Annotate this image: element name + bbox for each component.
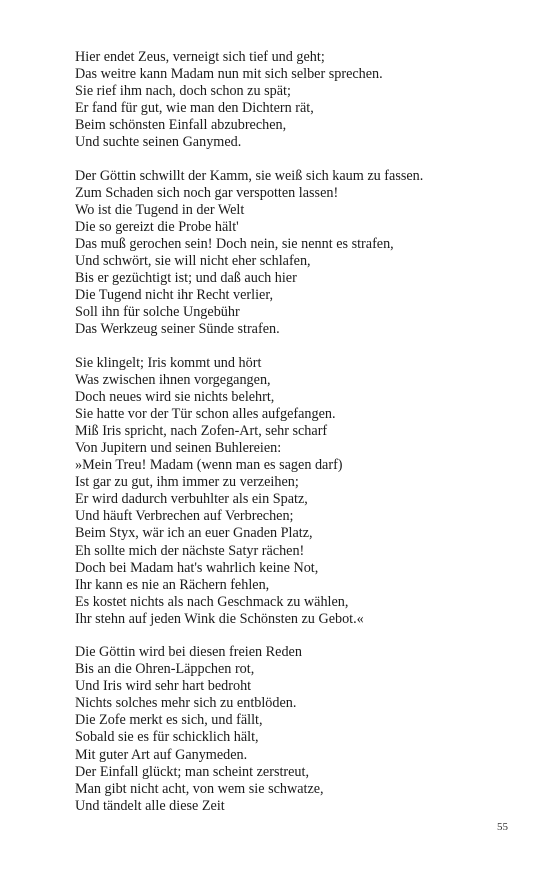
verse-line: Bis an die Ohren-Läppchen rot, <box>75 661 255 678</box>
verse-line: Die Zofe merkt es sich, und fällt, <box>75 712 263 729</box>
verse-line: Bis er gezüchtigt ist; und daß auch hier <box>75 270 297 287</box>
verse-line: Doch bei Madam hat's wahrlich keine Not, <box>75 559 319 576</box>
verse-line: Hier endet Zeus, verneigt sich tief und geht; <box>75 49 325 65</box>
stanza <box>75 355 525 629</box>
stanza <box>75 49 525 152</box>
verse-line: Eh sollte mich der nächste Satyr rächen! <box>75 542 305 559</box>
verse-line: Und häuft Verbrechen auf Verbrechen; <box>75 508 294 525</box>
verse-line: Beim schönsten Einfall abzubrechen, <box>75 117 287 134</box>
verse-line: Der Göttin schwillt der Kamm, sie weiß sich kaum zu fassen. <box>75 167 424 184</box>
verse-line: Miß Iris spricht, nach Zofen-Art, sehr scharf <box>75 422 328 439</box>
verse-line: Die so gereizt die Probe hält' <box>75 218 239 235</box>
verse-line: Ihr stehn auf jeden Wink die Schönsten zu Gebot.« <box>75 610 364 627</box>
verse-line: Die Tugend nicht ihr Recht verlier, <box>75 287 274 304</box>
verse-line: Er wird dadurch verbuhlter als ein Spatz, <box>75 491 308 508</box>
stanza <box>75 644 525 815</box>
verse-line: »Mein Treu! Madam (wenn man es sagen darf) <box>75 457 343 474</box>
verse-line: Wo ist die Tugend in der Welt <box>75 201 245 218</box>
verse-line: Das muß gerochen sein! Doch nein, sie nennt es strafen, <box>75 235 394 252</box>
verse-line: Beim Styx, wär ich an euer Gnaden Platz, <box>75 525 313 542</box>
verse-line: Er fand für gut, wie man den Dichtern rät, <box>75 100 314 117</box>
verse-line: Soll ihn für solche Ungebühr <box>75 304 240 321</box>
verse-line: Es kostet nichts als nach Geschmack zu wählen, <box>75 593 349 610</box>
verse-line: Das Werkzeug seiner Sünde strafen. <box>75 321 280 338</box>
verse-line: Mit guter Art auf Ganymeden. <box>75 746 248 763</box>
verse-line: Ihr kann es nie an Rächern fehlen, <box>75 576 270 593</box>
verse-line: Man gibt nicht acht, von wem sie schwatze, <box>75 780 324 797</box>
poem-body <box>75 49 525 831</box>
verse-line: Ist gar zu gut, ihm immer zu verzeihen; <box>75 474 299 491</box>
verse-line: Was zwischen ihnen vorgegangen, <box>75 371 271 388</box>
verse-line: Doch neues wird sie nichts belehrt, <box>75 388 275 405</box>
verse-line: Und suchte seinen Ganymed. <box>75 134 242 151</box>
verse-line: Sie hatte vor der Tür schon alles aufgefangen. <box>75 405 336 422</box>
verse-line: Und Iris wird sehr hart bedroht <box>75 678 252 695</box>
verse-line: Von Jupitern und seinen Buhlereien: <box>75 439 282 456</box>
verse-line: Der Einfall glückt; man scheint zerstreut, <box>75 763 310 780</box>
verse-line: Das weitre kann Madam nun mit sich selber sprechen. <box>75 66 383 83</box>
verse-line: Zum Schaden sich noch gar verspotten lassen! <box>75 184 339 201</box>
verse-line: Sobald sie es für schicklich hält, <box>75 729 259 746</box>
stanza <box>75 168 525 339</box>
verse-line: Nichts solches mehr sich zu entblöden. <box>75 695 297 712</box>
verse-line: Und schwört, sie will nicht eher schlafen, <box>75 253 311 270</box>
verse-line: Und tändelt alle diese Zeit <box>75 797 225 814</box>
page-number: 55 <box>497 821 508 833</box>
verse-line: Die Göttin wird bei diesen freien Reden <box>75 644 302 660</box>
verse-line: Sie rief ihm nach, doch schon zu spät; <box>75 83 291 100</box>
verse-line: Sie klingelt; Iris kommt und hört <box>75 354 262 371</box>
